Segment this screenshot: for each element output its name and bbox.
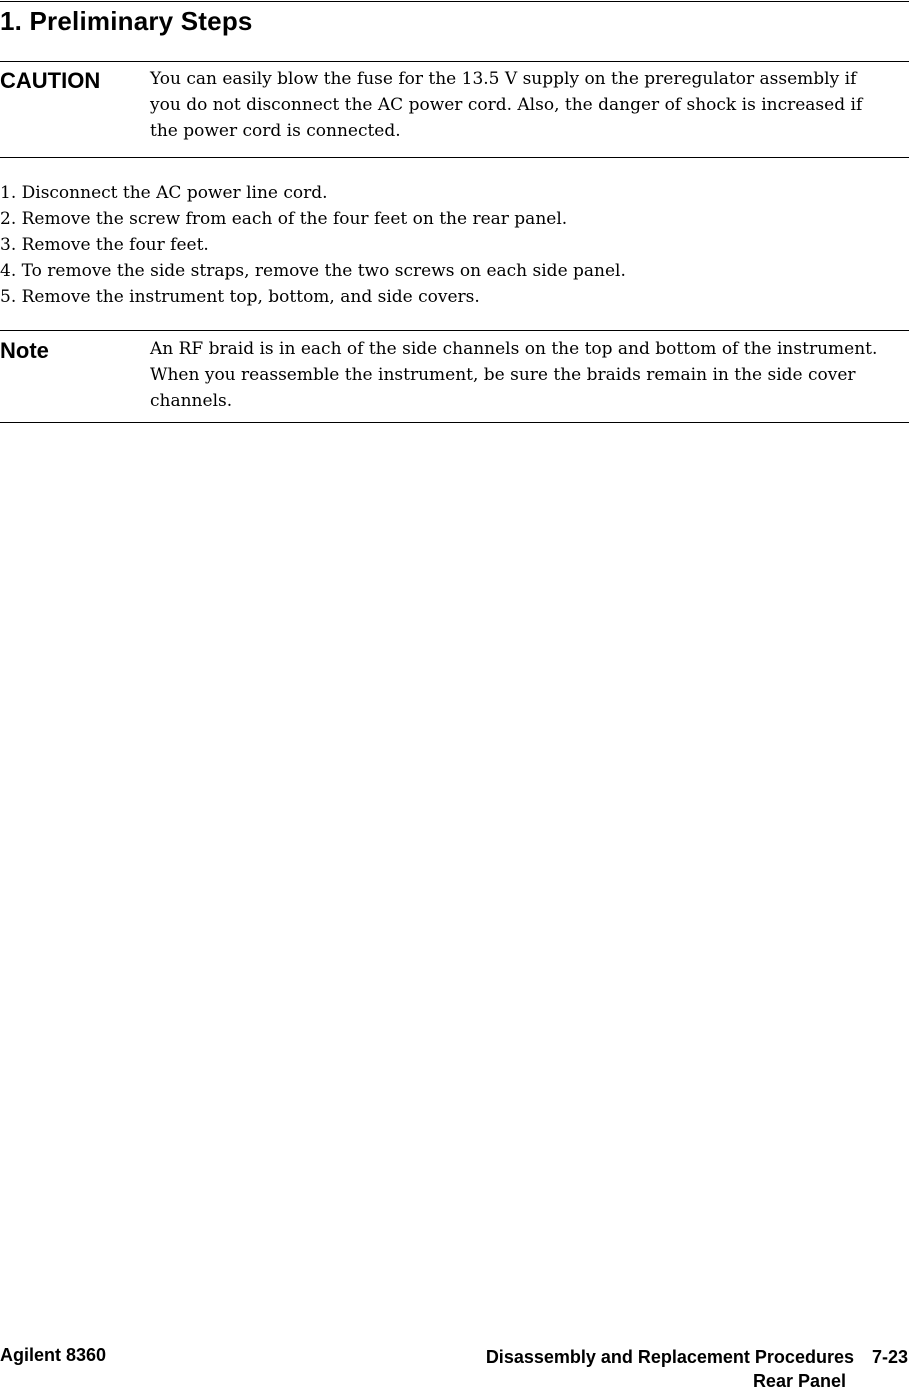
section-title: 1. Preliminary Steps — [0, 6, 253, 36]
caution-bottom-rule — [0, 157, 909, 158]
step-item: 3. Remove the four feet. — [0, 235, 209, 255]
note-label: Note — [0, 338, 49, 363]
footer-page-number: 7-23 — [871, 1347, 908, 1367]
caution-text: You can easily blow the fuse for the 13.5 V supply on the preregulator assembly if you do not disconnect the AC power cord. Also, the danger of shock is increased if the power cord is connected. — [150, 69, 863, 141]
step-item: 4. To remove the side straps, remove the two screws on each side panel. — [0, 261, 626, 281]
step-item: 1. Disconnect the AC power line cord. — [0, 183, 328, 203]
step-item: 5. Remove the instrument top, bottom, and side covers. — [0, 287, 480, 307]
note-bottom-rule — [0, 422, 909, 423]
footer-chapter: Disassembly and Replacement Procedures — [485, 1347, 854, 1367]
footer-subsection: Rear Panel — [752, 1371, 846, 1391]
note-text: An RF braid is in each of the side channels on the top and bottom of the instrument. When you reassemble the instrument, be sure the braids remain in the side cover channels. — [150, 339, 878, 411]
step-item: 2. Remove the screw from each of the four feet on the rear panel. — [0, 209, 568, 229]
footer-product: Agilent 8360 — [0, 1345, 107, 1365]
procedure-steps — [0, 180, 626, 310]
top-rule — [0, 1, 909, 2]
caution-top-rule — [0, 61, 909, 62]
caution-label: CAUTION — [0, 68, 101, 93]
note-top-rule — [0, 330, 909, 331]
